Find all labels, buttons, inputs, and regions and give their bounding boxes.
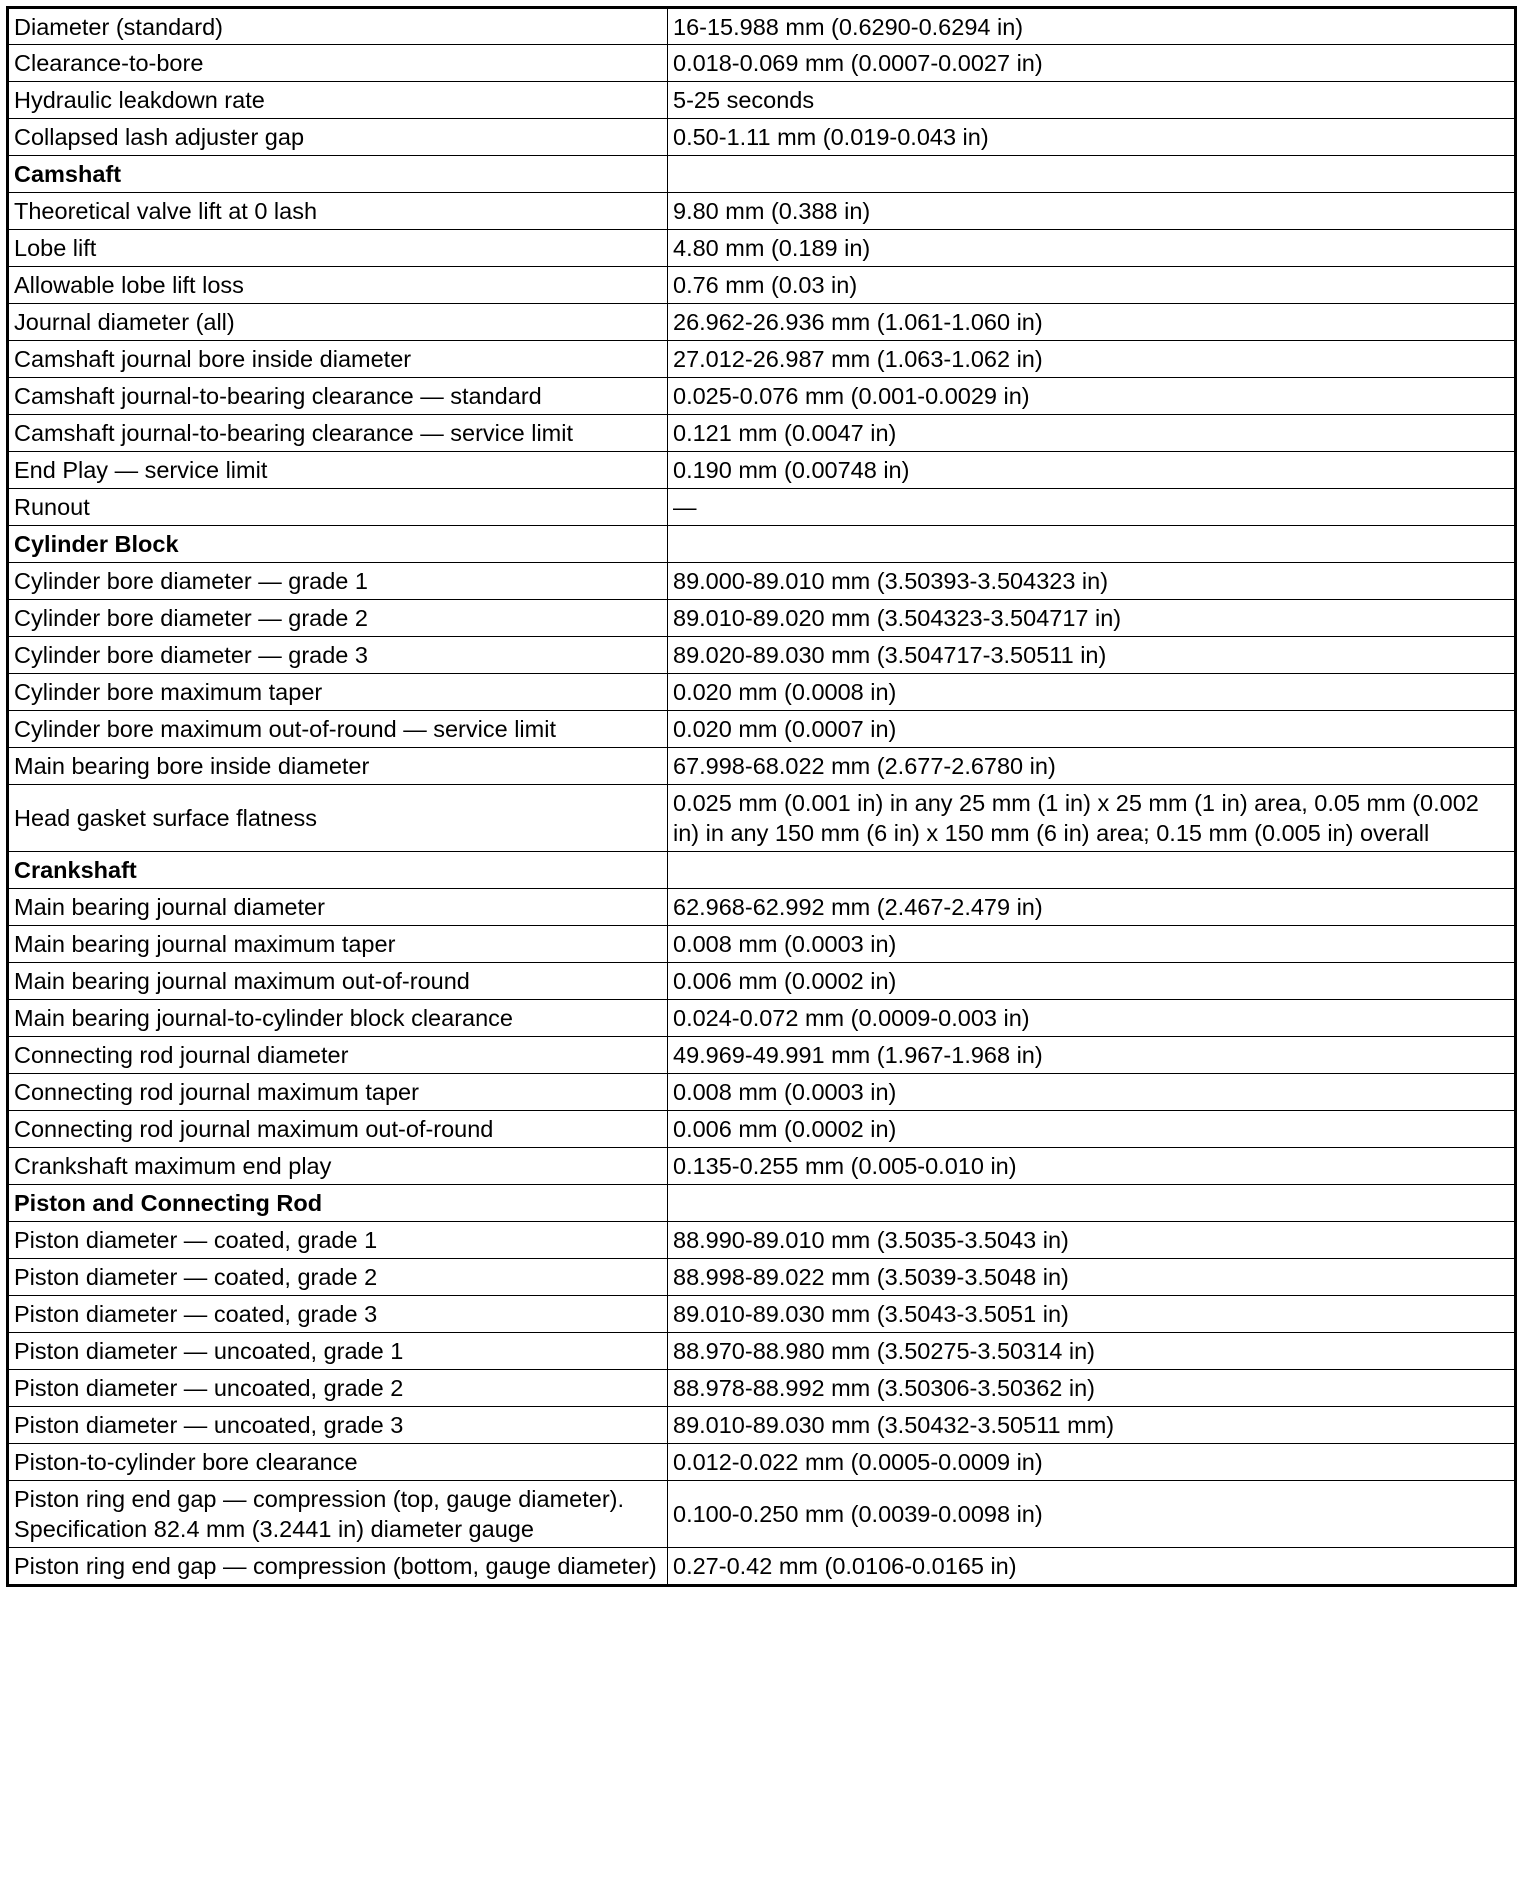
section-header-row xyxy=(8,852,1516,889)
spec-value xyxy=(668,1185,1516,1222)
table-row xyxy=(8,45,1516,82)
section-header-row xyxy=(8,526,1516,563)
spec-label: Theoretical valve lift at 0 lash xyxy=(8,193,668,230)
spec-label: Diameter (standard) xyxy=(8,8,668,45)
spec-label: Piston ring end gap — compression (top, gauge diameter). Specification 82.4 mm (3.2441 in) diameter gauge xyxy=(8,1481,668,1548)
spec-label: Main bearing journal maximum out-of-round xyxy=(8,963,668,1000)
spec-label: Collapsed lash adjuster gap xyxy=(8,119,668,156)
spec-label: Cylinder bore maximum out-of-round — service limit xyxy=(8,711,668,748)
spec-value: 27.012-26.987 mm (1.063-1.062 in) xyxy=(668,341,1516,378)
spec-value: 67.998-68.022 mm (2.677-2.6780 in) xyxy=(668,748,1516,785)
table-row xyxy=(8,785,1516,852)
spec-label: Main bearing journal maximum taper xyxy=(8,926,668,963)
table-row xyxy=(8,1333,1516,1370)
spec-label: Crankshaft maximum end play xyxy=(8,1148,668,1185)
table-row xyxy=(8,378,1516,415)
table-row xyxy=(8,489,1516,526)
table-row xyxy=(8,1000,1516,1037)
spec-value: 0.008 mm (0.0003 in) xyxy=(668,1074,1516,1111)
spec-label: Piston diameter — coated, grade 3 xyxy=(8,1296,668,1333)
spec-value: 0.020 mm (0.0007 in) xyxy=(668,711,1516,748)
table-row xyxy=(8,674,1516,711)
spec-value: 4.80 mm (0.189 in) xyxy=(668,230,1516,267)
spec-value: 88.970-88.980 mm (3.50275-3.50314 in) xyxy=(668,1333,1516,1370)
spec-value: 16-15.988 mm (0.6290-0.6294 in) xyxy=(668,8,1516,45)
spec-value: 0.018-0.069 mm (0.0007-0.0027 in) xyxy=(668,45,1516,82)
spec-value xyxy=(668,852,1516,889)
table-row xyxy=(8,926,1516,963)
table-row xyxy=(8,1407,1516,1444)
table-row xyxy=(8,415,1516,452)
spec-value: — xyxy=(668,489,1516,526)
spec-value: 0.012-0.022 mm (0.0005-0.0009 in) xyxy=(668,1444,1516,1481)
spec-label: Piston diameter — uncoated, grade 3 xyxy=(8,1407,668,1444)
spec-label: Lobe lift xyxy=(8,230,668,267)
table-row xyxy=(8,1481,1516,1548)
table-row xyxy=(8,341,1516,378)
spec-value: 0.50-1.11 mm (0.019-0.043 in) xyxy=(668,119,1516,156)
spec-value: 9.80 mm (0.388 in) xyxy=(668,193,1516,230)
table-row xyxy=(8,82,1516,119)
spec-label: End Play — service limit xyxy=(8,452,668,489)
table-row xyxy=(8,889,1516,926)
spec-value: 89.000-89.010 mm (3.50393-3.504323 in) xyxy=(668,563,1516,600)
spec-label: Main bearing bore inside diameter xyxy=(8,748,668,785)
section-heading: Camshaft xyxy=(8,156,668,193)
section-heading: Cylinder Block xyxy=(8,526,668,563)
table-row xyxy=(8,8,1516,45)
table-row xyxy=(8,1148,1516,1185)
spec-label: Hydraulic leakdown rate xyxy=(8,82,668,119)
table-row xyxy=(8,563,1516,600)
spec-label: Cylinder bore diameter — grade 3 xyxy=(8,637,668,674)
spec-label: Piston diameter — coated, grade 1 xyxy=(8,1222,668,1259)
spec-label: Allowable lobe lift loss xyxy=(8,267,668,304)
spec-label: Head gasket surface flatness xyxy=(8,785,668,852)
spec-value: 0.008 mm (0.0003 in) xyxy=(668,926,1516,963)
spec-value: 0.76 mm (0.03 in) xyxy=(668,267,1516,304)
spec-table-body xyxy=(8,8,1516,1586)
spec-value xyxy=(668,526,1516,563)
spec-value: 0.006 mm (0.0002 in) xyxy=(668,1111,1516,1148)
spec-value: 0.025 mm (0.001 in) in any 25 mm (1 in) x 25 mm (1 in) area, 0.05 mm (0.002 in) in any 150 mm (6 in) x 150 mm (6 in) area; 0.15 mm (0.005 in) overall xyxy=(668,785,1516,852)
spec-label: Piston diameter — coated, grade 2 xyxy=(8,1259,668,1296)
spec-label: Cylinder bore diameter — grade 1 xyxy=(8,563,668,600)
spec-value: 0.025-0.076 mm (0.001-0.0029 in) xyxy=(668,378,1516,415)
spec-table xyxy=(6,6,1517,1587)
spec-value: 89.010-89.020 mm (3.504323-3.504717 in) xyxy=(668,600,1516,637)
spec-label: Connecting rod journal diameter xyxy=(8,1037,668,1074)
spec-value: 89.010-89.030 mm (3.5043-3.5051 in) xyxy=(668,1296,1516,1333)
spec-label: Piston ring end gap — compression (bottom, gauge diameter) xyxy=(8,1548,668,1586)
table-row xyxy=(8,230,1516,267)
table-row xyxy=(8,1444,1516,1481)
spec-value: 49.969-49.991 mm (1.967-1.968 in) xyxy=(668,1037,1516,1074)
spec-label: Connecting rod journal maximum out-of-round xyxy=(8,1111,668,1148)
spec-label: Piston diameter — uncoated, grade 1 xyxy=(8,1333,668,1370)
spec-value: 0.121 mm (0.0047 in) xyxy=(668,415,1516,452)
section-header-row xyxy=(8,156,1516,193)
spec-value: 0.020 mm (0.0008 in) xyxy=(668,674,1516,711)
spec-label: Cylinder bore maximum taper xyxy=(8,674,668,711)
table-row xyxy=(8,119,1516,156)
spec-value: 88.990-89.010 mm (3.5035-3.5043 in) xyxy=(668,1222,1516,1259)
spec-value: 0.006 mm (0.0002 in) xyxy=(668,963,1516,1000)
spec-label: Clearance-to-bore xyxy=(8,45,668,82)
spec-value: 88.978-88.992 mm (3.50306-3.50362 in) xyxy=(668,1370,1516,1407)
spec-label: Journal diameter (all) xyxy=(8,304,668,341)
table-row xyxy=(8,963,1516,1000)
spec-label: Camshaft journal bore inside diameter xyxy=(8,341,668,378)
spec-value: 62.968-62.992 mm (2.467-2.479 in) xyxy=(668,889,1516,926)
table-row xyxy=(8,1296,1516,1333)
spec-value: 89.010-89.030 mm (3.50432-3.50511 mm) xyxy=(668,1407,1516,1444)
table-row xyxy=(8,1111,1516,1148)
table-row xyxy=(8,637,1516,674)
spec-label: Piston-to-cylinder bore clearance xyxy=(8,1444,668,1481)
spec-value: 0.27-0.42 mm (0.0106-0.0165 in) xyxy=(668,1548,1516,1586)
table-row xyxy=(8,452,1516,489)
spec-label: Camshaft journal-to-bearing clearance — service limit xyxy=(8,415,668,452)
spec-value: 26.962-26.936 mm (1.061-1.060 in) xyxy=(668,304,1516,341)
table-row xyxy=(8,1370,1516,1407)
section-header-row xyxy=(8,1185,1516,1222)
table-row xyxy=(8,1037,1516,1074)
table-row xyxy=(8,1074,1516,1111)
table-row xyxy=(8,1259,1516,1296)
section-heading: Crankshaft xyxy=(8,852,668,889)
spec-label: Connecting rod journal maximum taper xyxy=(8,1074,668,1111)
spec-value: 0.024-0.072 mm (0.0009-0.003 in) xyxy=(668,1000,1516,1037)
spec-value xyxy=(668,156,1516,193)
table-row xyxy=(8,748,1516,785)
table-row xyxy=(8,1548,1516,1586)
spec-label: Main bearing journal-to-cylinder block clearance xyxy=(8,1000,668,1037)
section-heading: Piston and Connecting Rod xyxy=(8,1185,668,1222)
table-row xyxy=(8,1222,1516,1259)
table-row xyxy=(8,267,1516,304)
table-row xyxy=(8,304,1516,341)
spec-label: Camshaft journal-to-bearing clearance — standard xyxy=(8,378,668,415)
table-row xyxy=(8,600,1516,637)
spec-label: Piston diameter — uncoated, grade 2 xyxy=(8,1370,668,1407)
spec-label: Cylinder bore diameter — grade 2 xyxy=(8,600,668,637)
table-row xyxy=(8,193,1516,230)
spec-value: 0.100-0.250 mm (0.0039-0.0098 in) xyxy=(668,1481,1516,1548)
spec-value: 0.135-0.255 mm (0.005-0.010 in) xyxy=(668,1148,1516,1185)
spec-value: 88.998-89.022 mm (3.5039-3.5048 in) xyxy=(668,1259,1516,1296)
table-row xyxy=(8,711,1516,748)
spec-value: 5-25 seconds xyxy=(668,82,1516,119)
spec-label: Main bearing journal diameter xyxy=(8,889,668,926)
spec-value: 89.020-89.030 mm (3.504717-3.50511 in) xyxy=(668,637,1516,674)
spec-label: Runout xyxy=(8,489,668,526)
spec-value: 0.190 mm (0.00748 in) xyxy=(668,452,1516,489)
